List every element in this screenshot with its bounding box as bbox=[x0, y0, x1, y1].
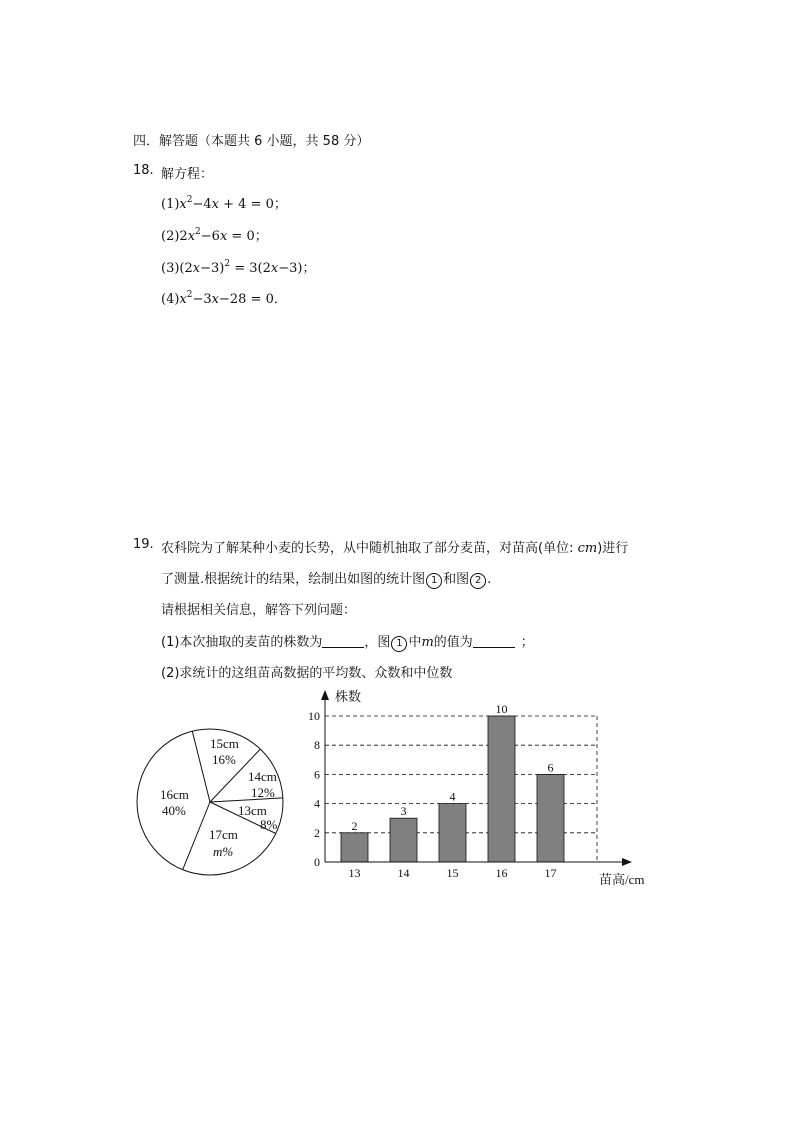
answer-blank-count bbox=[322, 635, 364, 648]
pie-pct-14cm: 12% bbox=[251, 785, 275, 800]
pie-pct-13cm: 8% bbox=[260, 817, 278, 832]
y-tick-label-4: 4 bbox=[314, 796, 320, 811]
q19-number: 19. bbox=[133, 537, 154, 552]
x-tick-label-17: 17 bbox=[544, 866, 557, 880]
pie-pct-15cm: 16% bbox=[212, 752, 236, 767]
pie-pct-17cm: m% bbox=[213, 844, 234, 859]
bar-chart bbox=[300, 686, 660, 888]
q18-stem: 解方程： bbox=[161, 167, 214, 182]
y-tick-label-10: 10 bbox=[308, 709, 320, 723]
q19-line-2: 了测量.根据统计的结果，绘制出如图的统计图 1 和图 2 . bbox=[161, 572, 492, 587]
q18-item-1: $(1)x^2-4x + 4 = 0$； bbox=[161, 195, 287, 212]
bar-17 bbox=[537, 774, 564, 862]
bar-15 bbox=[439, 804, 466, 862]
pie-label-14cm: 14cm bbox=[248, 769, 277, 784]
answer-blank-m bbox=[473, 635, 515, 648]
q19-line-3: 请根据相关信息，解答下列问题： bbox=[161, 603, 357, 618]
bar-14 bbox=[390, 818, 417, 862]
q19-line-1: 农科院为了解某种小麦的长势，从中随机抽取了部分麦苗，对苗高(单位: cm)进行 bbox=[161, 541, 629, 556]
x-tick-label-13: 13 bbox=[348, 866, 361, 880]
q18-item-2: $(2)2x^2-6x = 0$； bbox=[161, 227, 268, 244]
bar-16 bbox=[488, 716, 515, 862]
pie-chart bbox=[130, 722, 300, 882]
y-tick-label-8: 8 bbox=[314, 738, 320, 753]
bar-value-label-15: 4 bbox=[449, 789, 456, 804]
bar-value-label-17: 6 bbox=[547, 760, 554, 775]
x-tick-label-16: 16 bbox=[495, 866, 508, 880]
x-tick-label-15: 15 bbox=[446, 866, 459, 880]
y-axis-title: 株数 bbox=[335, 689, 362, 704]
q18-item-3: $(3)(2x-3)^2 = 3(2x-3)$； bbox=[161, 259, 316, 276]
q19-sub-2: (2)求统计的这组苗高数据的平均数、众数和中位数 bbox=[161, 666, 453, 681]
bar-value-label-16: 10 bbox=[495, 702, 508, 716]
y-tick-label-0: 0 bbox=[314, 855, 320, 869]
pie-label-15cm: 15cm bbox=[210, 736, 239, 751]
bar-value-label-13: 2 bbox=[351, 818, 358, 833]
x-axis-title: 苗高/cm bbox=[599, 872, 645, 887]
pie-label-13cm: 13cm bbox=[238, 803, 267, 818]
x-axis-arrow bbox=[622, 858, 632, 866]
figure-2-marker: 2 bbox=[470, 573, 486, 589]
q18-number: 18. bbox=[133, 163, 154, 178]
bar-13 bbox=[341, 833, 368, 862]
pie-pct-16cm: 40% bbox=[162, 803, 186, 818]
y-tick-label-6: 6 bbox=[314, 767, 320, 782]
pie-label-16cm: 16cm bbox=[160, 787, 189, 802]
figure-1-marker: 1 bbox=[426, 573, 442, 589]
q19-sub-1: (1)本次抽取的麦苗的株数为 ，图 1 中m的值为 ； bbox=[161, 635, 534, 650]
pie-label-17cm: 17cm bbox=[209, 827, 238, 842]
y-axis-arrow bbox=[321, 690, 329, 700]
q18-item-4: $(4)x^2-3x-28 = 0$． bbox=[161, 290, 287, 307]
x-tick-label-14: 14 bbox=[397, 866, 410, 880]
section-title: 四．解答题（本题共 6 小题，共 58 分） bbox=[133, 134, 370, 149]
y-tick-label-2: 2 bbox=[314, 825, 320, 840]
bar-value-label-14: 3 bbox=[400, 804, 407, 819]
